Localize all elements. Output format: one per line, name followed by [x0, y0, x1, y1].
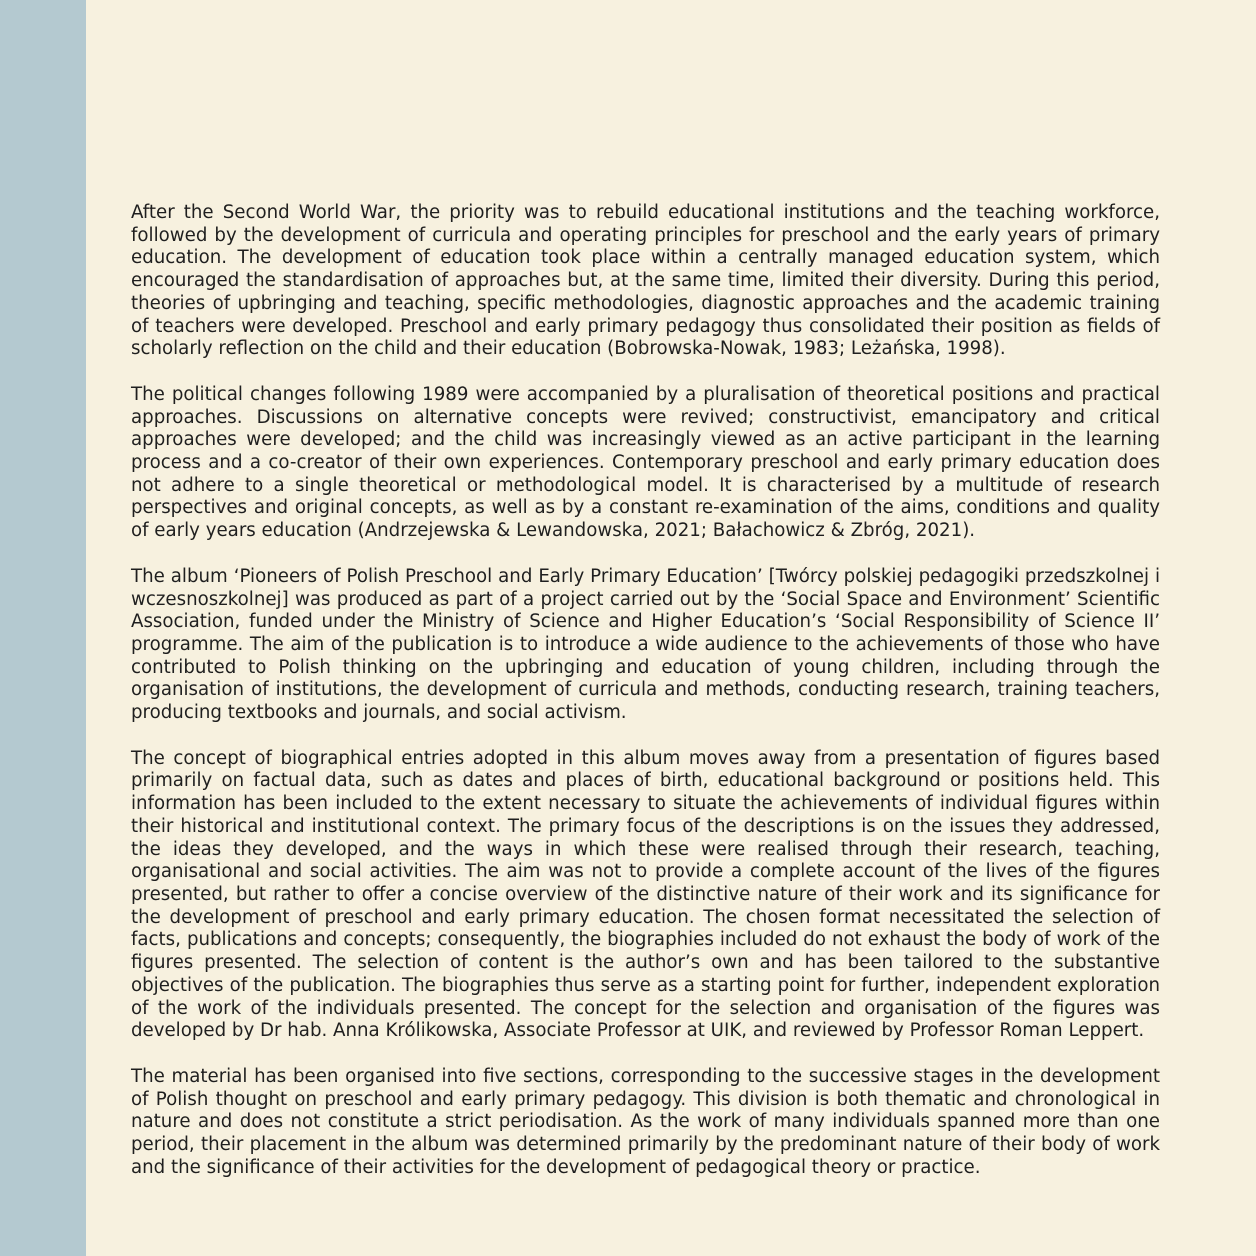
paragraph-biographical-concept: The concept of biographical entries adopted in this album moves away from a presentation of figures based primarily on factual data, such as dates and places of birth, educational background or positions held. This information has been included to the extent necessary to situate the achievements of individual figures within their historical and institutional context. The primary focus of the descriptions is on the issues they addressed, the ideas they developed, and the ways in which these were realised through their research, teaching, organisational and social activities. The aim was not to provide a complete account of the lives of the figures presented, but rather to offer a concise overview of the distinctive nature of their work and its significance for the development of preschool and early primary education. The chosen format necessitated the selection of facts, publications and concepts; consequently, the biographies included do not exhaust the body of work of the figures presented. The selection of content is the author’s own and has been tailored to the substantive objectives of the publication. The biographies thus serve as a starting point for further, independent exploration of the work of the individuals presented. The concept for the selection and organisation of the figures was developed by Dr hab. Anna Królikowska, Associate Professor at UIK, and reviewed by Professor Roman Leppert. [131, 747, 1160, 1042]
left-margin-band [0, 0, 86, 1256]
document-page [86, 0, 1256, 1256]
paragraph-sections-organisation: The material has been organised into five sections, corresponding to the successive stages in the development of Polish thought on preschool and early primary pedagogy. This division is both thematic and chronological in nature and does not constitute a strict periodisation. As the work of many individuals spanned more than one period, their placement in the album was determined primarily by the predominant nature of their body of work and the significance of their activities for the development of pedagogical theory or practice. [131, 1065, 1160, 1178]
paragraph-post-war: After the Second World War, the priority was to rebuild educational institutions and the teaching workforce, followed by the development of curricula and operating principles for preschool and the early years of primary education. The development of education took place within a centrally managed education system, which encouraged the standardisation of approaches but, at the same time, limited their diversity. During this period, theories of upbringing and teaching, specific methodologies, diagnostic approaches and the academic training of teachers were developed. Preschool and early primary pedagogy thus consolidated their position as fields of scholarly reflection on the child and their education (Bobrowska-Nowak, 1983; Leżańska, 1998). [131, 202, 1160, 360]
paragraph-album-project: The album ‘Pioneers of Polish Preschool and Early Primary Education’ [Twórcy polskiej pedagogiki przedszkolnej i wczesnoszkolnej] was produced as part of a project carried out by the ‘Social Space and Environment’ Scientific Association, funded under the Ministry of Science and Higher Education’s ‘Social Responsibility of Science II’ programme. The aim of the publication is to introduce a wide audience to the achievements of those who have contributed to Polish thinking on the upbringing and education of young children, including through the organisation of institutions, the development of curricula and methods, conducting research, training teachers, producing textbooks and journals, and social activism. [131, 565, 1160, 724]
body-text [131, 202, 1160, 1202]
paragraph-after-1989: The political changes following 1989 were accompanied by a pluralisation of theoretical positions and practical approaches. Discussions on alternative concepts were revived; constructivist, emancipatory and critical approaches were developed; and the child was increasingly viewed as an active participant in the learning process and a co-creator of their own experiences. Contemporary preschool and early primary education does not adhere to a single theoretical or methodological model. It is characterised by a multitude of research perspectives and original concepts, as well as by a constant re-examination of the aims, conditions and quality of early years education (Andrzejewska & Lewandowska, 2021; Bałachowicz & Zbróg, 2021). [131, 383, 1160, 542]
